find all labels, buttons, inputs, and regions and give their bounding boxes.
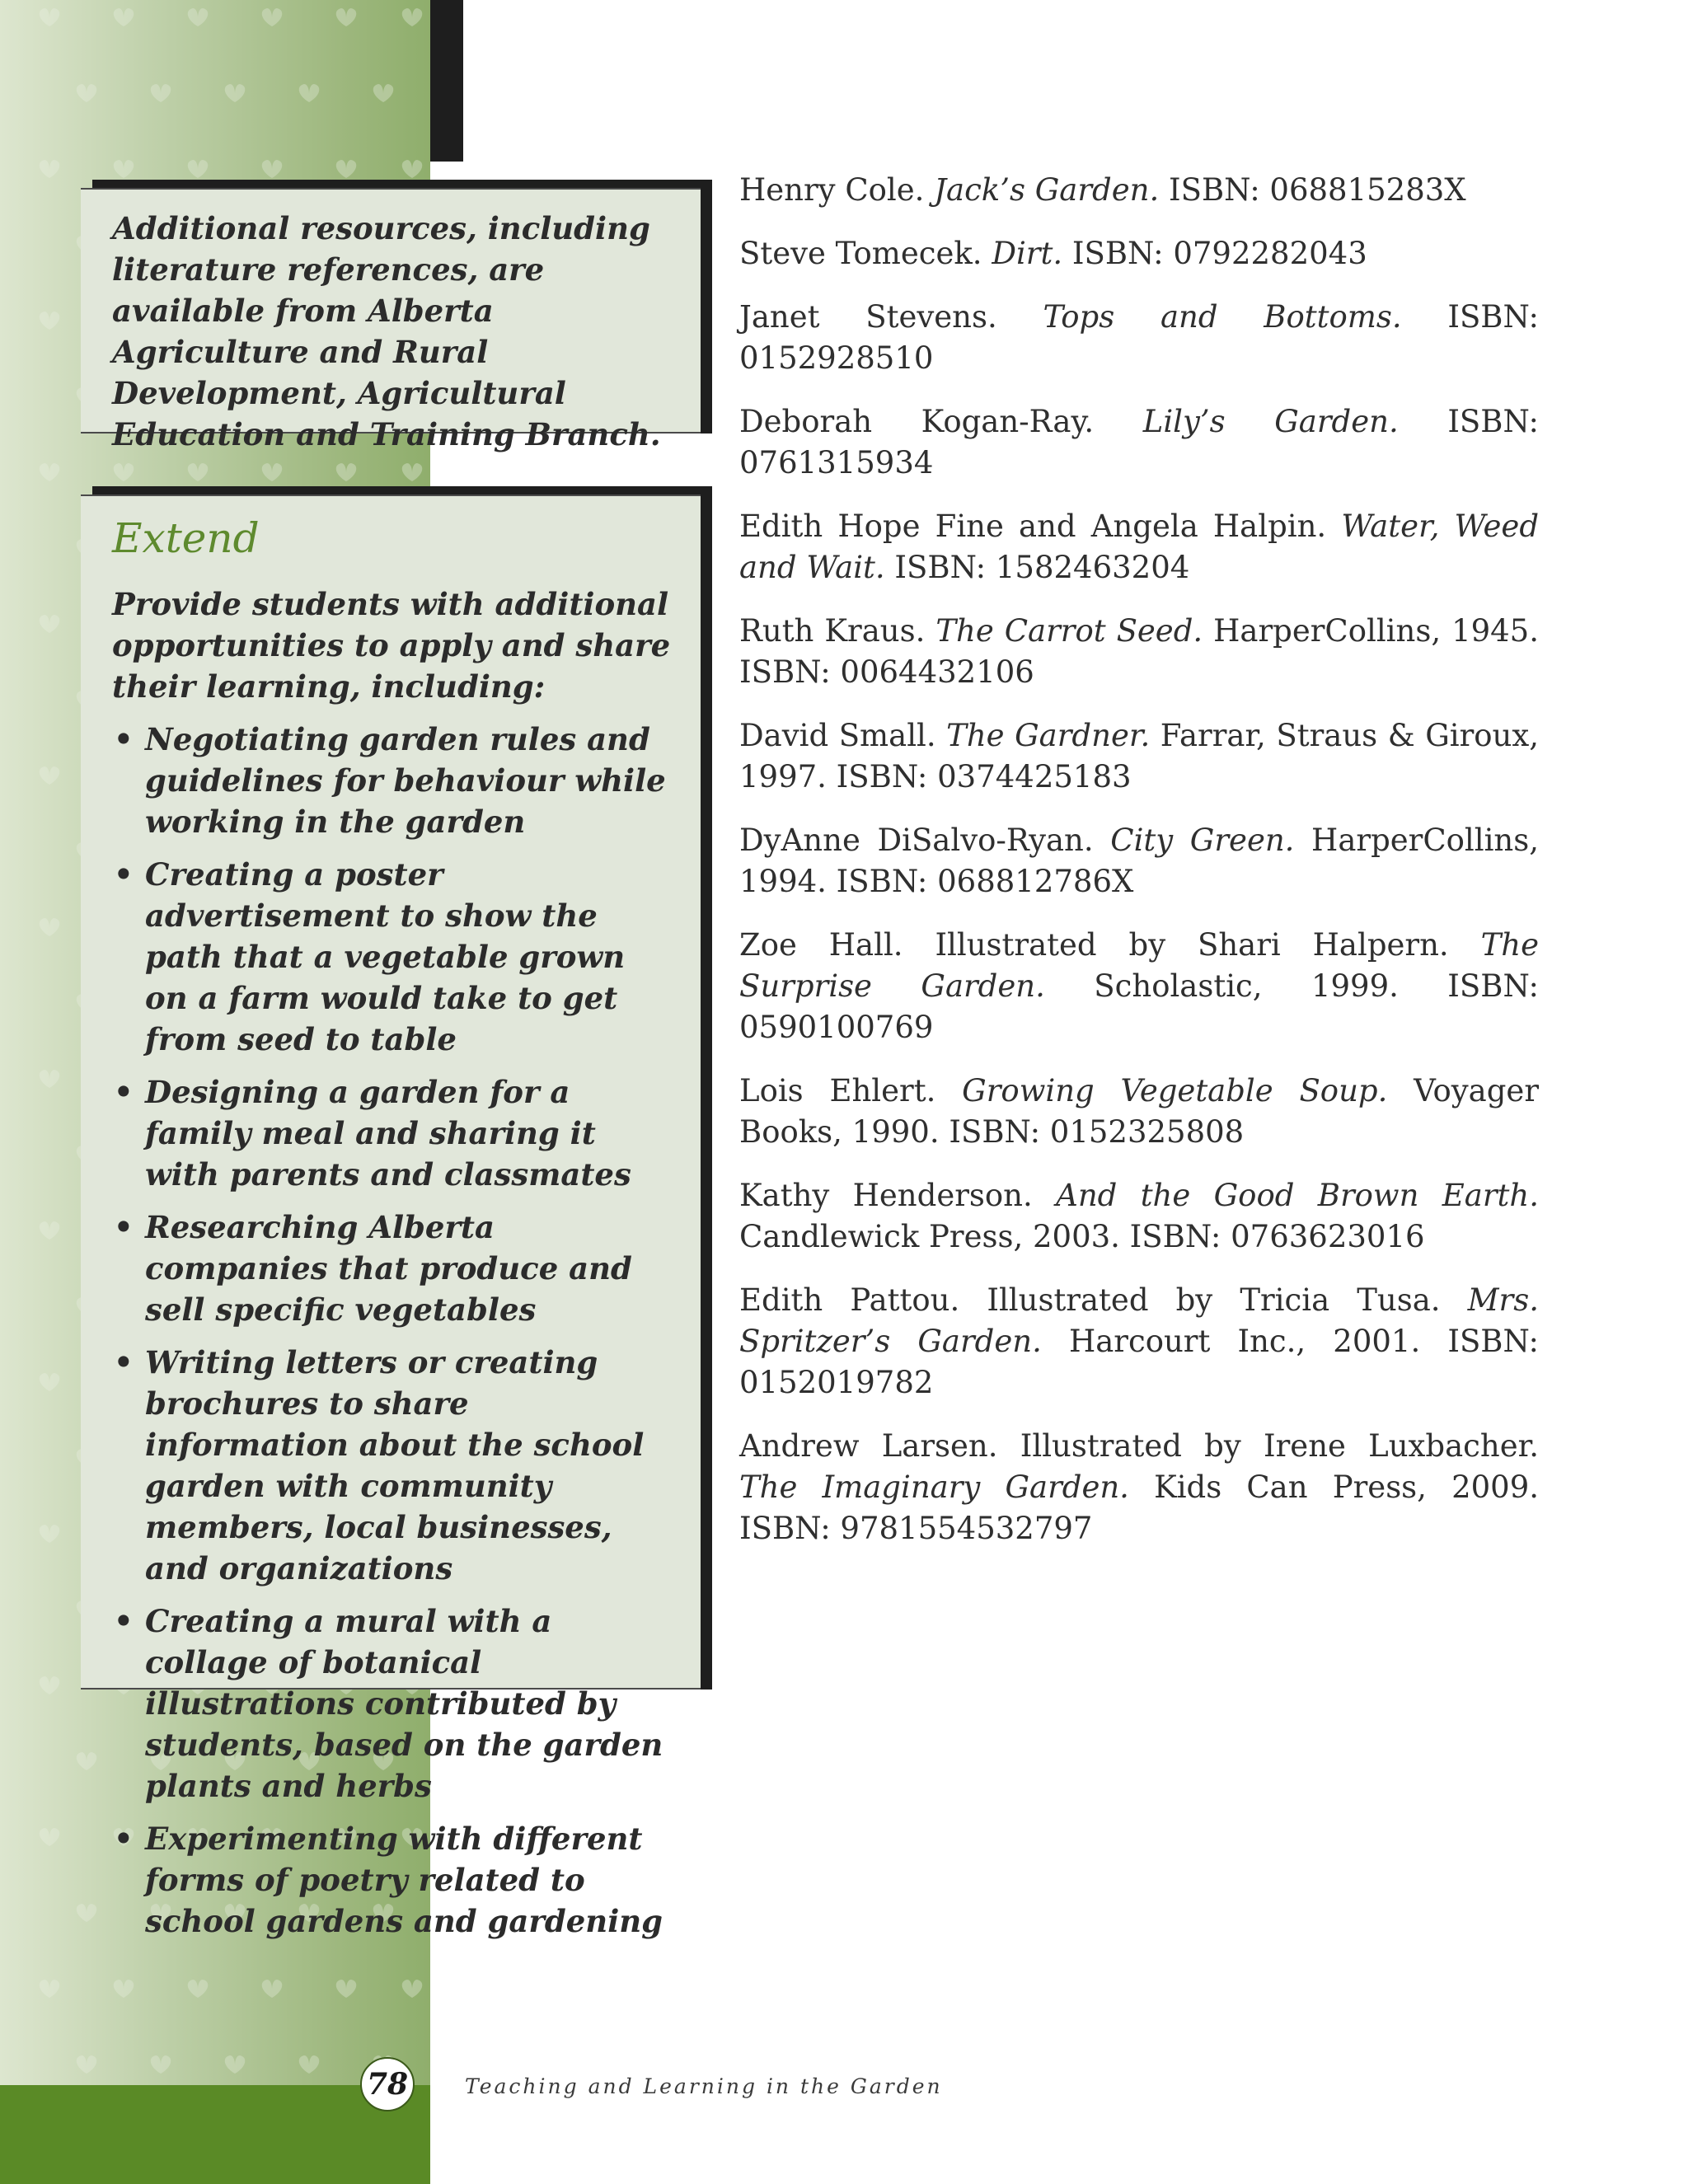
reference-entry: Andrew Larsen. Illustrated by Irene Luxbacher. The Imaginary Garden. Kids Can Press, 2009. ISBN: 9781554532797: [739, 1428, 1539, 1546]
leaf-icon: [225, 84, 246, 102]
extend-list-item: [112, 719, 676, 842]
book-title: Jack’s Garden.: [934, 172, 1160, 208]
extend-list-item: [112, 1207, 676, 1330]
leaf-icon: [114, 463, 134, 481]
leaf-icon: [402, 1980, 423, 1998]
leaf-icon: [40, 766, 60, 785]
leaf-icon: [336, 8, 357, 26]
leaf-icon: [188, 8, 209, 26]
bullet-icon: •: [114, 1821, 134, 1857]
leaf-icon: [262, 160, 283, 178]
reference-entry: Ruth Kraus. The Carrot Seed. HarperCollins, 1945. ISBN: 0064432106: [739, 613, 1539, 690]
book-title: Lily’s Garden.: [1142, 404, 1399, 439]
leaf-icon: [336, 160, 357, 178]
leaf-icon: [40, 1221, 60, 1240]
book-title: The Imaginary Garden.: [739, 1469, 1129, 1505]
extend-item-text: Negotiating garden rules and guidelines for behaviour while working in the garden: [145, 721, 666, 840]
book-title: Water, Weed and Wait.: [739, 509, 1540, 585]
leaf-icon: [262, 8, 283, 26]
leaf-icon: [40, 1828, 60, 1846]
leaf-icon: [151, 84, 171, 102]
leaf-icon: [40, 463, 60, 481]
book-title: And the Good Brown Earth.: [1056, 1178, 1539, 1213]
extend-intro: Provide students with additional opportunities to apply and share their learning, including:: [112, 586, 671, 705]
leaf-icon: [336, 1980, 357, 1998]
leaf-icon: [114, 8, 134, 26]
book-title: Dirt.: [992, 236, 1063, 271]
leaf-icon: [299, 84, 320, 102]
extend-list-item: [112, 1818, 676, 1942]
book-title: The Surprise Garden.: [739, 927, 1539, 1004]
resources-note: Additional resources, including literature references, are available from Alberta Agriculture and Rural Development, Agricultural Education and Training Branch.: [112, 210, 661, 452]
leaf-icon: [40, 1676, 60, 1694]
extend-list: [112, 719, 676, 1942]
extend-list-item: [112, 854, 676, 1060]
leaf-icon: [373, 84, 394, 102]
leaf-icon: [77, 2055, 97, 2074]
leaf-icon: [188, 1980, 209, 1998]
leaf-icon: [77, 1752, 97, 1770]
extend-list-item: [112, 1071, 676, 1195]
leaf-icon: [225, 2055, 246, 2074]
bullet-icon: •: [114, 1603, 134, 1639]
book-title: Tops and Bottoms.: [1043, 299, 1402, 335]
leaf-icon: [40, 918, 60, 936]
leaf-icon: [336, 463, 357, 481]
leaf-icon: [402, 160, 423, 178]
page-number: 78: [360, 2057, 415, 2111]
extend-item-text: Writing letters or creating brochures to share information about the school garden with community members, local businesses, and organizations: [145, 1344, 645, 1586]
leaf-icon: [402, 463, 423, 481]
reference-entry: Henry Cole. Jack’s Garden. ISBN: 068815283X: [739, 172, 1466, 208]
extend-item-text: Researching Alberta companies that produce and sell specific vegetables: [145, 1209, 632, 1328]
reference-entry: Steve Tomecek. Dirt. ISBN: 0792282043: [739, 236, 1367, 271]
book-title: Mrs. Spritzer’s Garden.: [739, 1282, 1539, 1359]
extend-item-text: Creating a mural with a collage of botanical illustrations contributed by students, based on the garden plants and herbs: [145, 1603, 663, 1804]
extend-list-item: [112, 1342, 676, 1589]
reference-entry: Janet Stevens. Tops and Bottoms. ISBN: 0152928510: [739, 299, 1540, 376]
top-shadow-bar: [430, 0, 463, 162]
reference-entry: Edith Pattou. Illustrated by Tricia Tusa. Mrs. Spritzer’s Garden. Harcourt Inc., 2001. ISBN: 0152019782: [739, 1282, 1539, 1400]
bullet-icon: •: [114, 1344, 134, 1380]
resources-note-box: [81, 188, 701, 452]
extend-list-item: [112, 1601, 676, 1807]
leaf-icon: [114, 1980, 134, 1998]
book-title: City Green.: [1110, 823, 1295, 858]
leaf-icon: [114, 160, 134, 178]
leaf-icon: [40, 8, 60, 26]
bullet-icon: •: [114, 1209, 134, 1245]
leaf-icon: [188, 160, 209, 178]
book-title: The Gardner.: [946, 718, 1151, 753]
book-title: Growing Vegetable Soup.: [962, 1073, 1388, 1108]
reference-entry: Zoe Hall. Illustrated by Shari Halpern. The Surprise Garden. Scholastic, 1999. ISBN: 0590100769: [739, 927, 1539, 1045]
extend-item-text: Creating a poster advertisement to show the path that a vegetable grown on a farm would take to get from seed to table: [145, 856, 626, 1057]
reference-entry: DyAnne DiSalvo-Ryan. City Green. HarperCollins, 1994. ISBN: 068812786X: [739, 823, 1540, 899]
leaf-icon: [40, 615, 60, 633]
leaf-icon: [40, 312, 60, 330]
leaf-icon: [188, 463, 209, 481]
leaf-icon: [299, 2055, 320, 2074]
bullet-icon: •: [114, 721, 134, 757]
leaf-icon: [40, 1980, 60, 1998]
extend-item-text: Designing a garden for a family meal and sharing it with parents and classmates: [145, 1074, 631, 1193]
leaf-icon: [40, 1373, 60, 1391]
leaf-icon: [402, 8, 423, 26]
bullet-icon: •: [114, 1074, 134, 1110]
leaf-icon: [262, 463, 283, 481]
leaf-icon: [262, 1980, 283, 1998]
bullet-icon: •: [114, 856, 134, 893]
reference-list: [739, 170, 1539, 1572]
reference-entry: Kathy Henderson. And the Good Brown Earth. Candlewick Press, 2003. ISBN: 0763623016: [739, 1178, 1539, 1254]
footer-title: Teaching and Learning in the Garden: [465, 2074, 943, 2098]
leaf-icon: [40, 1070, 60, 1088]
reference-entry: Lois Ehlert. Growing Vegetable Soup. Voyager Books, 1990. ISBN: 0152325808: [739, 1073, 1540, 1150]
reference-entry: Deborah Kogan-Ray. Lily’s Garden. ISBN: 0761315934: [739, 404, 1539, 480]
extend-title: Extend: [112, 514, 260, 562]
extend-box: [81, 494, 701, 1939]
reference-entry: Edith Hope Fine and Angela Halpin. Water, Weed and Wait. ISBN: 1582463204: [739, 509, 1540, 585]
leaf-icon: [77, 84, 97, 102]
leaf-icon: [151, 2055, 171, 2074]
extend-item-text: Experimenting with different forms of poetry related to school gardens and gardening: [145, 1821, 663, 1939]
leaf-icon: [40, 1525, 60, 1543]
book-title: The Carrot Seed.: [935, 613, 1203, 649]
leaf-icon: [40, 160, 60, 178]
reference-entry: David Small. The Gardner. Farrar, Straus & Giroux, 1997. ISBN: 0374425183: [739, 718, 1540, 794]
leaf-icon: [77, 1904, 97, 1922]
